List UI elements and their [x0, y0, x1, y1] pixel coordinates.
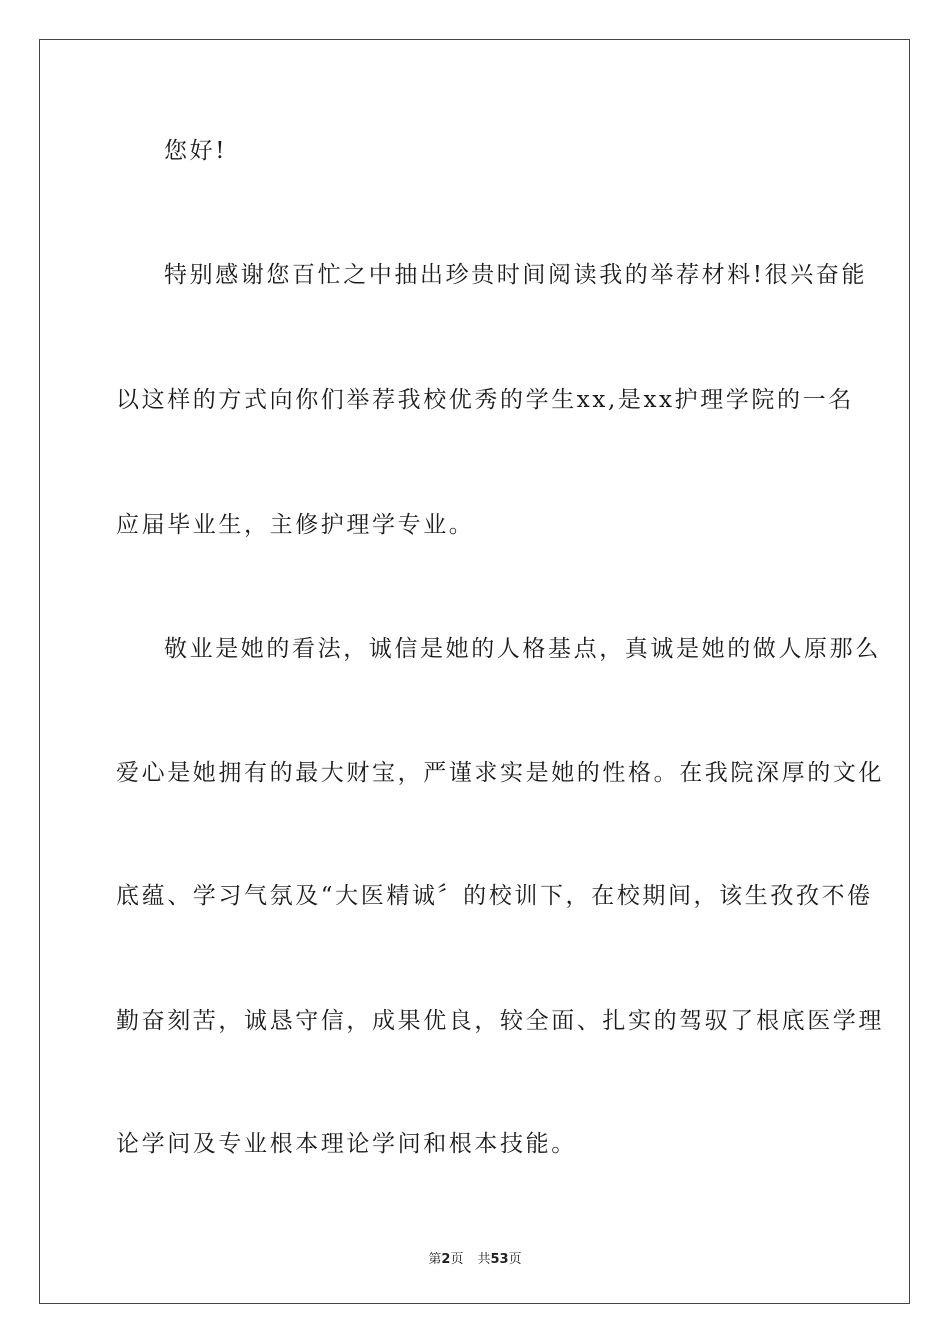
body-line-5: 爱心是她拥有的最大财宝，严谨求实是她的性格。在我院深厚的文化 [116, 760, 884, 786]
body-line-3: 应届毕业生，主修护理学专业。 [116, 512, 475, 538]
page-prefix: 第 [428, 1252, 442, 1267]
page-footer [0, 1248, 950, 1267]
body-line-4: 敬业是她的看法，诚信是她的人格基点，真诚是她的做人原那么 [164, 636, 881, 662]
total-prefix: 共 [477, 1252, 491, 1267]
body-line-6: 底蕴、学习气氛及“大医精诚〞的校训下，在校期间，该生孜孜不倦 [116, 883, 873, 909]
body-line-1: 特别感谢您百忙之中抽出珍贵时间阅读我的举荐材料!很兴奋能 [164, 262, 868, 288]
body-line-8: 论学问及专业根本理论学问和根本技能。 [116, 1131, 577, 1157]
page-number: 2 [441, 1252, 451, 1267]
total-suffix: 页 [508, 1252, 522, 1267]
body-line-2: 以这样的方式向你们举荐我校优秀的学生xx,是xx护理学院的一名 [116, 387, 854, 413]
total-pages: 53 [490, 1252, 509, 1267]
page-suffix: 页 [450, 1252, 464, 1267]
greeting-line: 您好! [164, 138, 228, 164]
body-line-7: 勤奋刻苦，诚恳守信，成果优良，较全面、扎实的驾驭了根底医学理 [116, 1008, 884, 1034]
page-border [39, 39, 910, 1304]
